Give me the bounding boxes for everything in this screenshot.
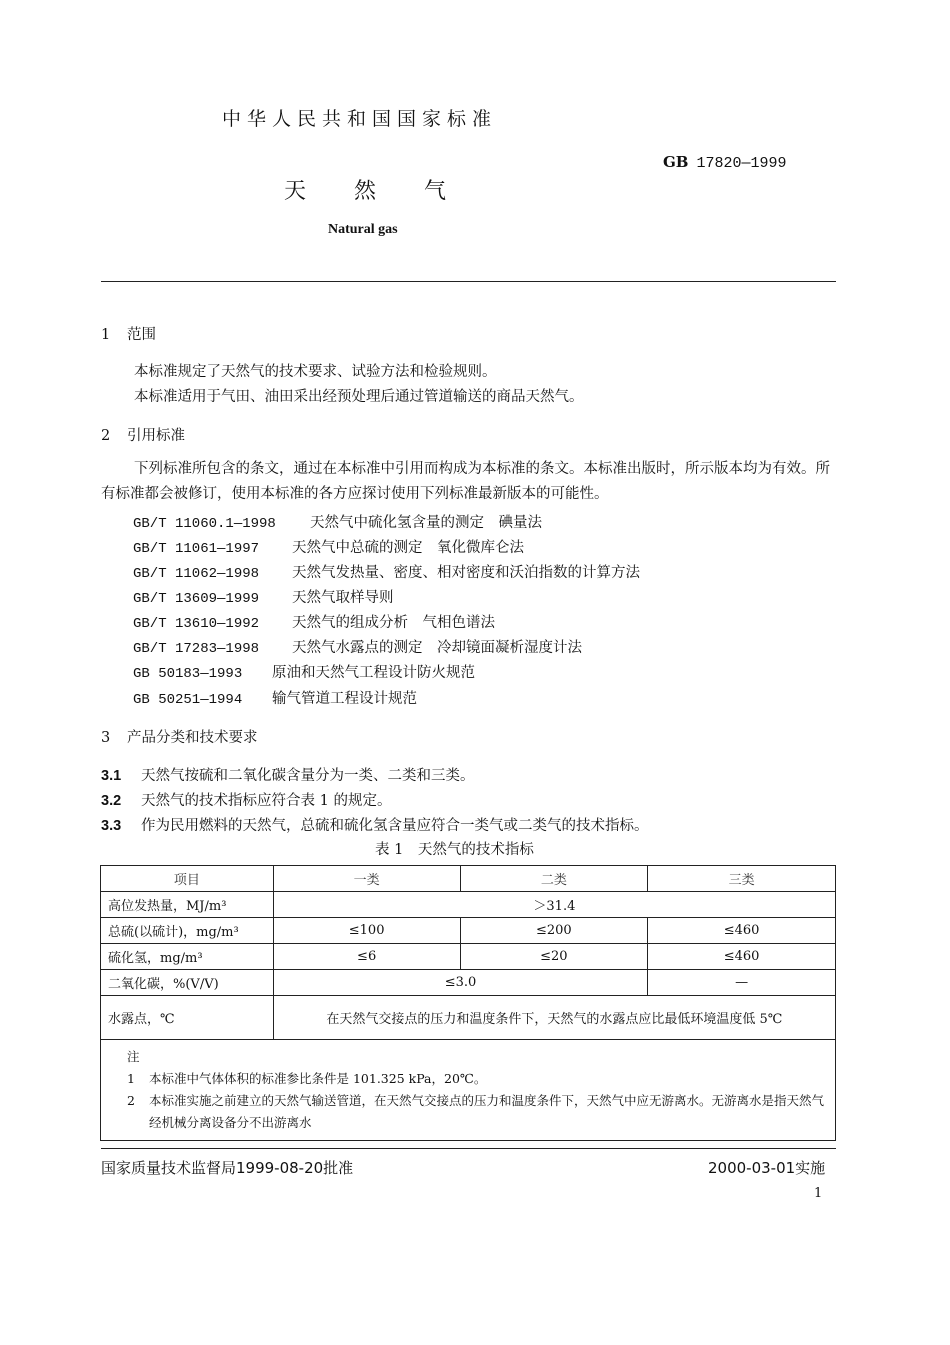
organization-title: 中华人民共和国国家标准 [222, 108, 498, 130]
column-header: 一类 [273, 866, 460, 892]
reference-item: GB 50251—1994 输气管道工程设计规范 [133, 691, 417, 708]
effective-date: 2000-03-01实施 [708, 1159, 826, 1177]
table-cell: ≤20 [460, 944, 648, 970]
table-row [101, 918, 836, 944]
standard-prefix: GB [663, 153, 689, 171]
row-label: 总硫(以硫计)，mg/m³ [101, 918, 274, 944]
section-2-heading: 2 引用标准 [101, 428, 185, 444]
approval-line: 国家质量技术监督局1999-08-20批准 [101, 1159, 354, 1177]
page-number: 1 [814, 1186, 823, 1201]
clause-3-3: 3.3 作为民用燃料的天然气，总硫和硫化氢含量应符合一类气或二类气的技术指标。 [101, 818, 649, 834]
reference-item: GB/T 13610—1992 天然气的组成分析 气相色谱法 [133, 615, 495, 632]
reference-item: GB/T 11060.1—1998 天然气中硫化氢含量的测定 碘量法 [133, 515, 542, 532]
clause-3-1: 3.1 天然气按硫和二氧化碳含量分为一类、二类和三类。 [101, 768, 475, 784]
table-notes-row [101, 1040, 836, 1141]
table-notes [101, 1040, 836, 1141]
reference-item: GB 50183—1993 原油和天然气工程设计防火规范 [133, 665, 475, 682]
table-cell: ≤460 [648, 944, 836, 970]
row-label: 硫化氢，mg/m³ [101, 944, 274, 970]
standard-number: 17820—1999 [696, 155, 787, 172]
row-label: 二氧化碳，%(V/V) [101, 970, 274, 996]
english-title: Natural gas [328, 222, 398, 237]
table-row [101, 944, 836, 970]
notes-label: 注 [127, 1049, 140, 1064]
section-1-para-2: 本标准适用于气田、油田采出经预处理后通过管道输送的商品天然气。 [134, 389, 584, 405]
table-row [101, 970, 836, 996]
standard-code [663, 153, 787, 172]
note-item: 2 本标准实施之前建立的天然气输送管道，在天然气交接点的压力和温度条件下，天然气中应无游离水。无游离水是指天然气经机械分离设备分不出游离水 [127, 1093, 825, 1130]
table-cell: ≤6 [273, 944, 460, 970]
row-label: 高位发热量，MJ/m³ [101, 892, 274, 918]
table-row [101, 996, 836, 1040]
clause-3-2: 3.2 天然气的技术指标应符合表 1 的规定。 [101, 793, 392, 809]
table-caption: 表 1 天然气的技术指标 [375, 842, 534, 858]
header-divider [101, 281, 836, 282]
document-title: 天然气 [284, 179, 495, 204]
table-cell: ≤200 [460, 918, 648, 944]
table-cell: ≤460 [648, 918, 836, 944]
table-cell: ＞31.4 [273, 892, 835, 918]
column-header: 二类 [460, 866, 648, 892]
reference-item: GB/T 17283—1998 天然气水露点的测定 冷却镜面凝析湿度计法 [133, 640, 582, 657]
footer-divider [101, 1148, 836, 1149]
row-label: 水露点，℃ [101, 996, 274, 1040]
section-1-para-1: 本标准规定了天然气的技术要求、试验方法和检验规则。 [134, 364, 497, 380]
spec-table [100, 865, 836, 1141]
reference-item: GB/T 11062—1998 天然气发热量、密度、相对密度和沃泊指数的计算方法 [133, 565, 640, 582]
column-header: 项目 [101, 866, 274, 892]
section-2-intro: 下列标准所包含的条文，通过在本标准中引用而构成为本标准的条文。本标准出版时，所示版本均为有效。所有标准都会被修订，使用本标准的各方应探讨使用下列标准最新版本的可能性。 [101, 461, 830, 502]
table-header-row [101, 866, 836, 892]
reference-item: GB/T 13609—1999 天然气取样导则 [133, 590, 394, 607]
table-cell: ≤100 [273, 918, 460, 944]
reference-item: GB/T 11061—1997 天然气中总硫的测定 氧化微库仑法 [133, 540, 524, 557]
column-header: 三类 [648, 866, 836, 892]
table-cell: — [648, 970, 836, 996]
table-row [101, 892, 836, 918]
section-1-heading: 1 范围 [101, 327, 156, 343]
section-3-heading: 3 产品分类和技术要求 [101, 730, 258, 746]
table-cell: 在天然气交接点的压力和温度条件下，天然气的水露点应比最低环境温度低 5℃ [273, 996, 835, 1040]
table-cell: ≤3.0 [273, 970, 647, 996]
note-item: 1 本标准中气体体积的标准参比条件是 101.325 kPa，20℃。 [127, 1071, 487, 1086]
